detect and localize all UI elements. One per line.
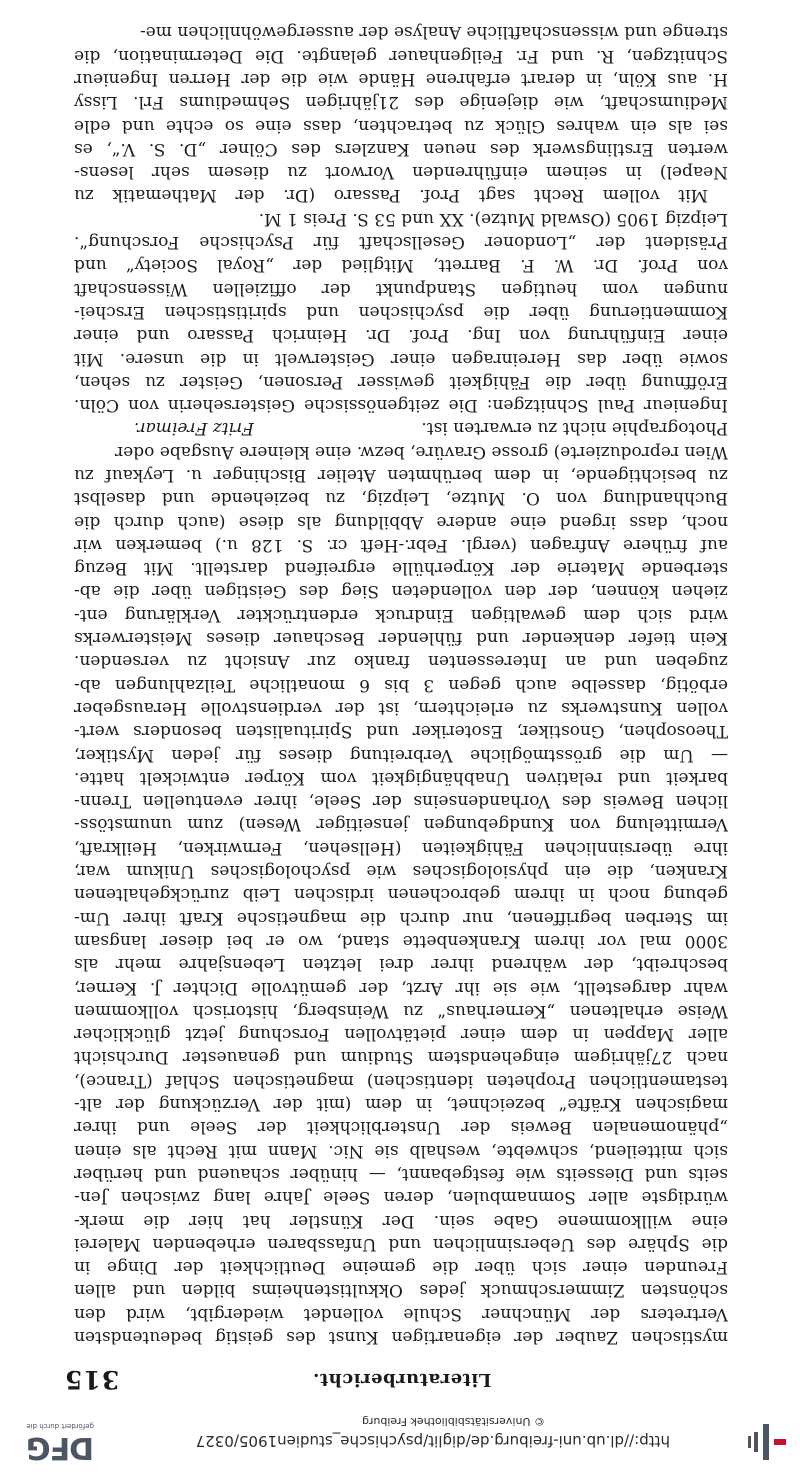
dfg-logo-caption: gefördert durch die xyxy=(26,1422,94,1430)
text-line: testamentlichen Propheten identischen) magnetischen Schlaf (Trance), xyxy=(74,1070,728,1091)
text-line: einer Einführung von Ing. Prof. Dr. Heinrich Passaro und einer xyxy=(74,325,728,346)
text-line: beschreibt, der während ihrer drei letzten Lebensjahre mehr als xyxy=(74,954,728,975)
text-line: sei als ein wahres Glück zu betrachten, dass eine so echte und edle xyxy=(74,115,728,136)
text-line: im Sterben begriffenen, nur durch die magnetische Kraft ihrer Um- xyxy=(74,907,728,928)
text-line: lichen Beweis des Vorhandenseins der Seele, ihrer eventuellen Trenn- xyxy=(74,791,728,812)
text-line: Mediumschaft, wie diejenige des 21jährigen Sehmediums Frl. Lissy xyxy=(74,92,728,113)
dfg-logo xyxy=(8,1416,94,1464)
text-line: Vertreters der Münchner Schule vollendet wiedergibt, wird den xyxy=(74,1303,728,1324)
text-line: ihre übersinnlichen Fähigkeiten (Hellsehen, Fernwirken, Heilkraft, xyxy=(74,837,728,858)
text-line: schönsten Zimmerschmuck jedes Okkultistenheims bilden und allen xyxy=(74,1280,728,1301)
text-line: nach 27jährigem eingehendstem Studium und genauester Durchsicht xyxy=(74,1047,728,1068)
closing-line xyxy=(74,416,728,439)
text-line: wahr dargestellt, wie sie ihr Arzt, der gemütvolle Dichter J. Kerner, xyxy=(74,977,728,998)
text-line: wird sich dem gewaltigen Eindruck erdentrückter Verklärung ent- xyxy=(74,604,728,625)
text-line: zu besichtigende, in dem berühmten Atelier Bischinger u. Leykauf zu xyxy=(74,465,728,486)
copyright-notice: © Universitätsbibliothek Freiburg xyxy=(362,1415,545,1428)
paragraph-1-closing: Photographie nicht zu erwarten ist. xyxy=(421,418,728,439)
text-line: von Prof. Dr. W. F. Barrett, Mitglied der „Royal Society“ und xyxy=(74,255,728,276)
text-line: Eröffnung über die Fähigkeit gewisser Personen, Geister zu sehen, xyxy=(74,371,728,392)
text-line: Ingenieur Paul Schnitzgen: Die zeitgenössische Geisterseherin von Cöln. xyxy=(74,395,728,416)
text-line: Leipzig 1905 (Oswald Mutze). XX und 53 S. Preis 1 M. xyxy=(258,208,728,229)
text-line: auf frühere Anfragen (vergl. Febr.-Heft cr. S. 128 u.) bemerken wir xyxy=(74,534,728,555)
text-line: strenge und wissenschaftliche Analyse der aussergewöhnlichen me- xyxy=(139,22,728,43)
text-line: Kein tiefer denkender und fühlender Beschauer dieses Meisterwerks xyxy=(74,628,728,649)
paragraph-1 xyxy=(74,439,728,1348)
text-line: nungen vom heutigen Standpunkt der offiziellen Wissenschaft xyxy=(74,278,728,299)
text-line: H. aus Köln, in derart erfahrene Hände wie die der Herren Ingenieur xyxy=(74,68,728,89)
text-line: Kranken, die ein physiologisches wie psychologisches Unikum war, xyxy=(74,861,728,882)
source-url[interactable]: http://dl.ub.uni-freiburg.de/diglit/psychische_studien1905/0327 xyxy=(195,1432,670,1450)
text-line: noch, dass irgend eine andere Abbildung als diese (auch durch die xyxy=(74,511,728,532)
text-line: aller Mappen in dem einer pietätvollen Forschung jetzt glücklicher xyxy=(74,1024,728,1045)
text-line: Präsident der „Londoner Gesellschaft für Psychische Forschung“. xyxy=(74,232,728,253)
text-line: magischen Kräfte“ bezeichnet, in dem (mit der Verzückung der alt- xyxy=(74,1094,728,1115)
university-library-logo-icon xyxy=(746,1422,786,1462)
text-line: Kommentierung über die psychischen und spiritistischen Erschei- xyxy=(74,301,728,322)
page-body xyxy=(74,20,728,1348)
page-header xyxy=(64,1362,740,1394)
page-number: 315 xyxy=(64,1365,120,1394)
text-line: Freunden einer sich über die gemeine Deutlichkeit der Dinge in xyxy=(74,1257,728,1278)
book-entry xyxy=(74,206,728,416)
text-line: Mit vollem Recht sagt Prof. Passaro (Dr. der Mathematik zu xyxy=(74,185,708,206)
text-line: vollen Kunstwerks zu erleichtern, ist der verdienstvolle Herausgeber xyxy=(74,697,728,718)
text-line: Buchhandlung von O. Mutze, Leipzig, zu beziehende und daselbst xyxy=(74,488,728,509)
text-line: gebung noch in ihrem gebrochenen irdischen Leib zurückgehaltenen xyxy=(74,884,728,905)
viewer-header xyxy=(0,1410,800,1472)
text-line: barkeit und relativen Unabhängigkeit vom Körper entwickelt hatte. xyxy=(74,767,728,788)
text-line: werten Erstlingswerk des neuen Kanzlers des Cölner „D. S. V.“, es xyxy=(74,138,728,159)
text-line: mystischen Zauber der eigenartigen Kunst des geistig bedeutendsten xyxy=(74,1327,728,1347)
text-line: die Sphäre des Uebersinnlichen und Unfassbaren erhebenden Malerei xyxy=(74,1233,728,1254)
text-line: „phänomenalen Beweis der Unsterblichkeit der Seele und ihrer xyxy=(74,1117,728,1138)
text-line: Vermittelung von Kundgebungen jenseitiger Wesen) zum unumstöss- xyxy=(74,814,728,835)
text-line: sowie über das Hereinragen einer Geisterwelt in die unsere. Mit xyxy=(74,348,728,369)
paragraph-3 xyxy=(74,20,728,206)
text-line: 3000 mal vor ihrem Krankenbette stand, wo er bei dieser langsam xyxy=(74,930,728,951)
text-line: sich mitteilend, schwebte, weshalb sie Nic. Mann mit Recht als einen xyxy=(74,1140,728,1161)
text-line: Wien reproduzierte) grosse Gravüre, bezw. eine kleinere Ausgabe oder xyxy=(115,441,728,462)
dfg-logo-text: DFG xyxy=(26,1430,94,1465)
text-line: erbötig, dasselbe auch gegen 3 bis 6 monatliche Teilzahlungen ab- xyxy=(74,674,728,695)
text-line: — Um die grösstmögliche Verbreitung dieses für jeden Mystiker, xyxy=(74,744,728,765)
text-line: sterbende Materie der Körperhülle ergreifend darstellt. Mit Bezug xyxy=(74,558,728,579)
text-line: ziehen können, der den vollendeten Sieg des Geistigen über die ab- xyxy=(74,581,728,602)
text-line: Neapel) in seinem einführenden Vorwort zu diesem sehr lesens- xyxy=(74,162,728,183)
text-line: Schnitzgen, R. und Fr. Feilgenhauer gelangte. Die Determination, die xyxy=(74,45,728,66)
text-line: Weise erhaltenen „Kernerhaus“ zu Weinsberg, historisch vollkommen xyxy=(74,1000,728,1021)
text-line: Theosophen, Gnostiker, Esoteriker und Spiritualisten besonders wert- xyxy=(74,721,728,742)
reviewer-signature: Fritz Freimar. xyxy=(134,418,254,439)
text-line: eine willkommene Gabe sein. Der Künstler hat hier die merk- xyxy=(74,1210,728,1231)
running-head: Literaturbericht. xyxy=(312,1369,492,1390)
text-line: würdigste aller Somnambulen, deren Seele Jahre lang zwischen Jen- xyxy=(74,1187,728,1208)
text-line: zugeben und an Interessenten franko zur Ansicht zu versenden. xyxy=(74,651,728,672)
text-line: seits und Diesseits wie festgebannt, — hinüber schauend und herüber xyxy=(74,1163,728,1184)
